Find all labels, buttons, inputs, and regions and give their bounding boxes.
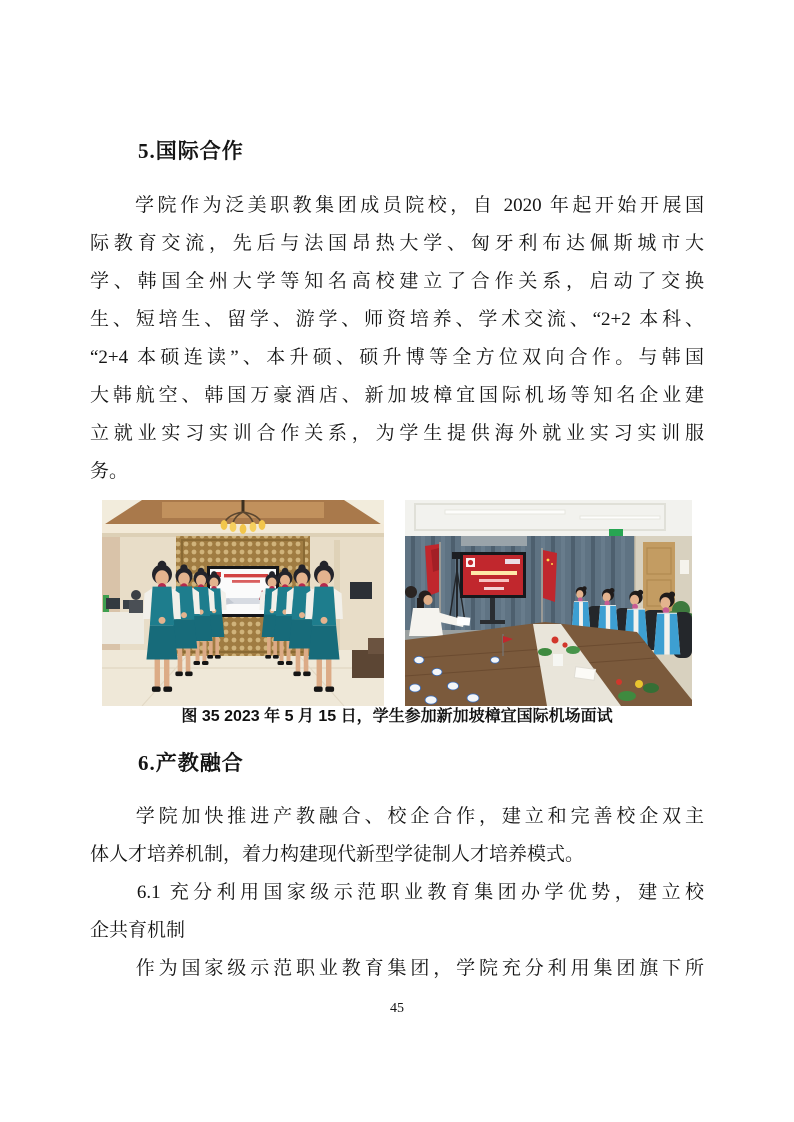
- figure-photo-lobby: [102, 500, 384, 706]
- text-line: 立就业实习实训合作关系，为学生提供海外就业实习实训服: [90, 423, 704, 444]
- text-line: 学院加快推进产教融合、校企合作，建立和完善校企双主: [90, 806, 704, 827]
- text-line: 企共育机制: [90, 920, 186, 941]
- text-line: 学、韩国全州大学等知名高校建立了合作关系，启动了交换: [90, 271, 704, 292]
- text-line: 务。: [90, 461, 129, 482]
- text-line: 6.1 充分利用国家级示范职业教育集团办学优势，建立校: [90, 882, 704, 903]
- paragraph-industry-education: [90, 798, 704, 988]
- text-line: 体人才培养机制，着力构建现代新型学徒制人才培养模式。: [90, 844, 585, 865]
- text-line: 际教育交流，先后与法国昂热大学、匈牙利布达佩斯城市大: [90, 233, 704, 254]
- figure-photo-meeting: [405, 500, 692, 706]
- text-line: “2+4 本硕连读”、本升硕、硕升博等全方位双向合作。与韩国: [90, 347, 704, 368]
- text-line: 生、短培生、留学、游学、师资培养、学术交流、“2+2 本科、: [90, 309, 704, 330]
- text-line: 作为国家级示范职业教育集团，学院充分利用集团旗下所: [90, 958, 704, 979]
- figure-caption: 图 35 2023 年 5 月 15 日，学生参加新加坡樟宜国际机场面试: [181, 708, 613, 725]
- page-number: 45: [390, 1001, 404, 1016]
- text-line: 学院作为泛美职教集团成员院校，自 2020 年起开始开展国: [90, 195, 704, 216]
- figure-35: [102, 500, 692, 706]
- section-heading-5: 5.国际合作: [138, 139, 244, 163]
- paragraph-international-cooperation: [90, 187, 704, 491]
- text-line: 大韩航空、韩国万豪酒店、新加坡樟宜国际机场等知名企业建: [90, 385, 704, 406]
- section-heading-6: 6.产教融合: [138, 751, 244, 775]
